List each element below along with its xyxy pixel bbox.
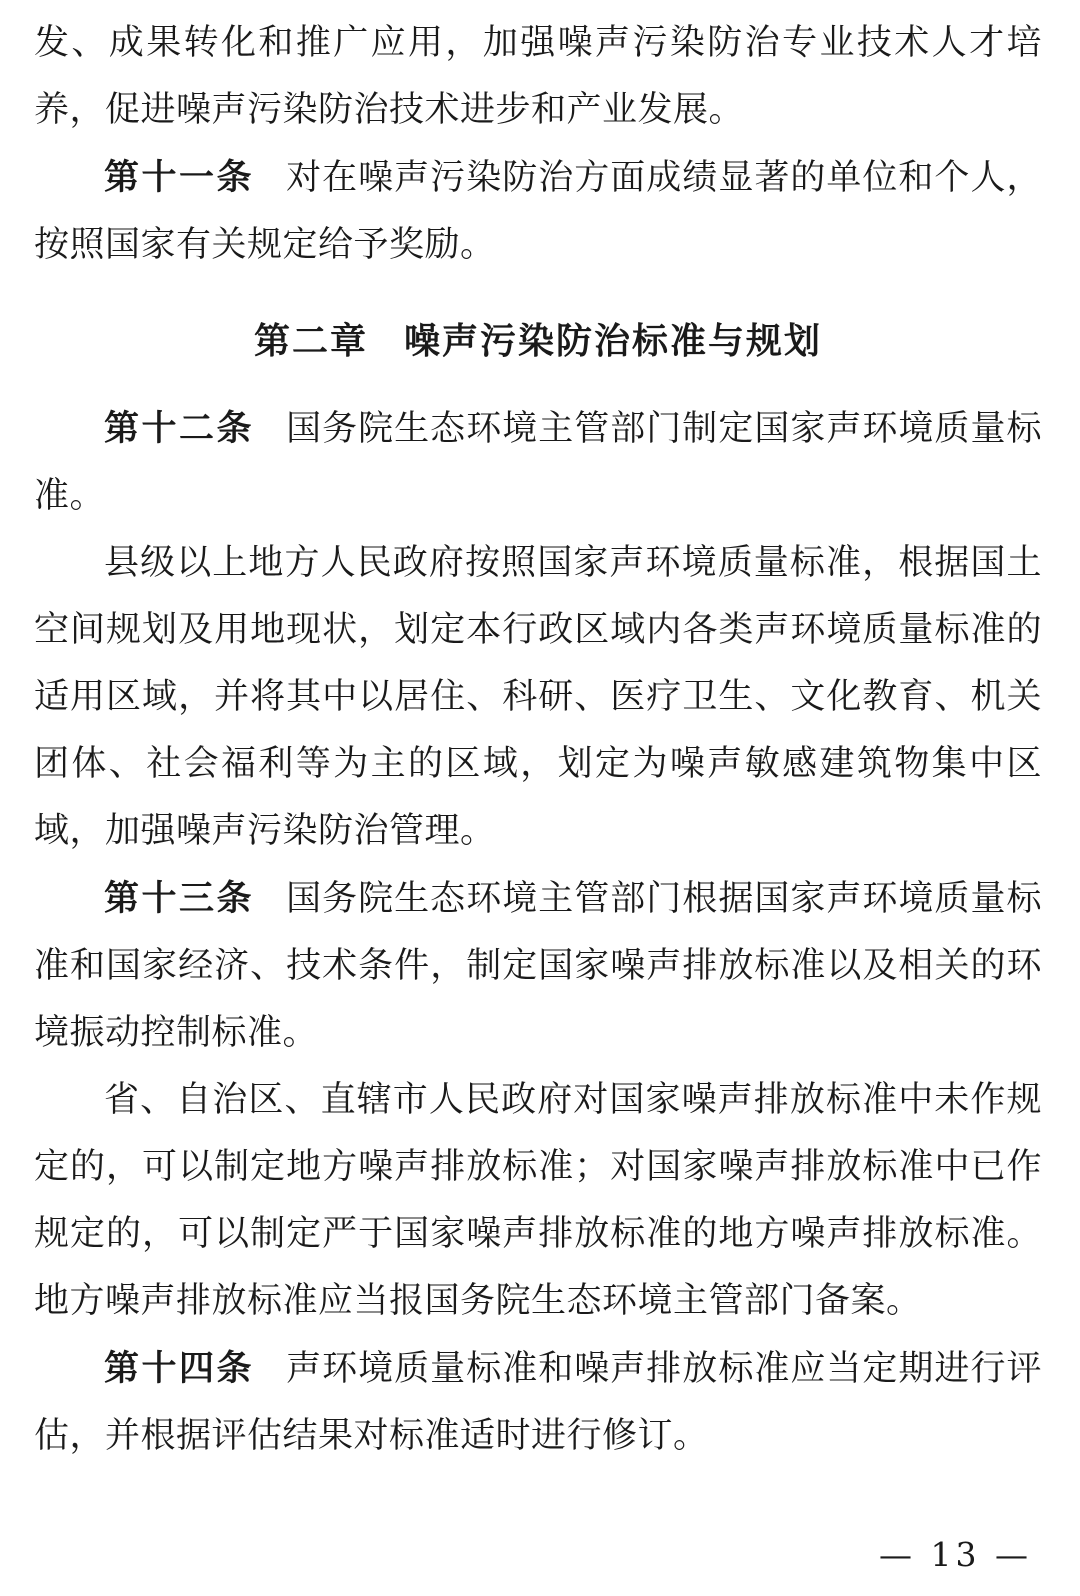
body-paragraph: 县级以上地方人民政府按照国家声环境质量标准，根据国土空间规划及用地现状，划定本行政区域内各类声环境质量标准的适用区域，并将其中以居住、科研、医疗卫生、文化教育、机关团体、社会福利等为主的区域，划定为噪声敏感建筑物集中区域，加强噪声污染防治管理。 bbox=[34, 543, 1042, 851]
article-paragraph bbox=[34, 1335, 1042, 1470]
article-text: 国务院生态环境主管部门制定国家声环境质量标准。 bbox=[34, 409, 1042, 516]
article-text: 国务院生态环境主管部门根据国家声环境质量标准和国家经济、技术条件，制定国家噪声排放标准以及相关的环境振动控制标准。 bbox=[34, 879, 1042, 1053]
paragraph-continuation: 发、成果转化和推广应用，加强噪声污染防治专业技术人才培养，促进噪声污染防治技术进步和产业发展。 bbox=[34, 23, 1042, 130]
document-body bbox=[34, 10, 1042, 1470]
chapter-label: 第二章 bbox=[253, 320, 368, 362]
article-paragraph bbox=[34, 395, 1042, 530]
article-text: 对在噪声污染防治方面成绩显著的单位和个人，按照国家有关规定给予奖励。 bbox=[34, 158, 1042, 265]
article-label: 第十四条 bbox=[104, 1348, 255, 1389]
article-paragraph bbox=[34, 865, 1042, 1067]
article-label: 第十二条 bbox=[104, 408, 255, 449]
article-label: 第十一条 bbox=[104, 157, 255, 198]
chapter-title: 噪声污染防治标准与规划 bbox=[404, 320, 823, 362]
body-paragraph: 省、自治区、直辖市人民政府对国家噪声排放标准中未作规定的，可以制定地方噪声排放标准；对国家噪声排放标准中已作规定的，可以制定严于国家噪声排放标准的地方噪声排放标准。地方噪声排放标准应当报国务院生态环境主管部门备案。 bbox=[34, 1080, 1042, 1321]
article-label: 第十三条 bbox=[104, 878, 255, 919]
chapter-heading bbox=[34, 313, 1042, 369]
page-number: — 13 — bbox=[879, 1535, 1032, 1574]
article-text: 声环境质量标准和噪声排放标准应当定期进行评估，并根据评估结果对标准适时进行修订。 bbox=[34, 1349, 1042, 1456]
article-paragraph bbox=[34, 144, 1042, 279]
